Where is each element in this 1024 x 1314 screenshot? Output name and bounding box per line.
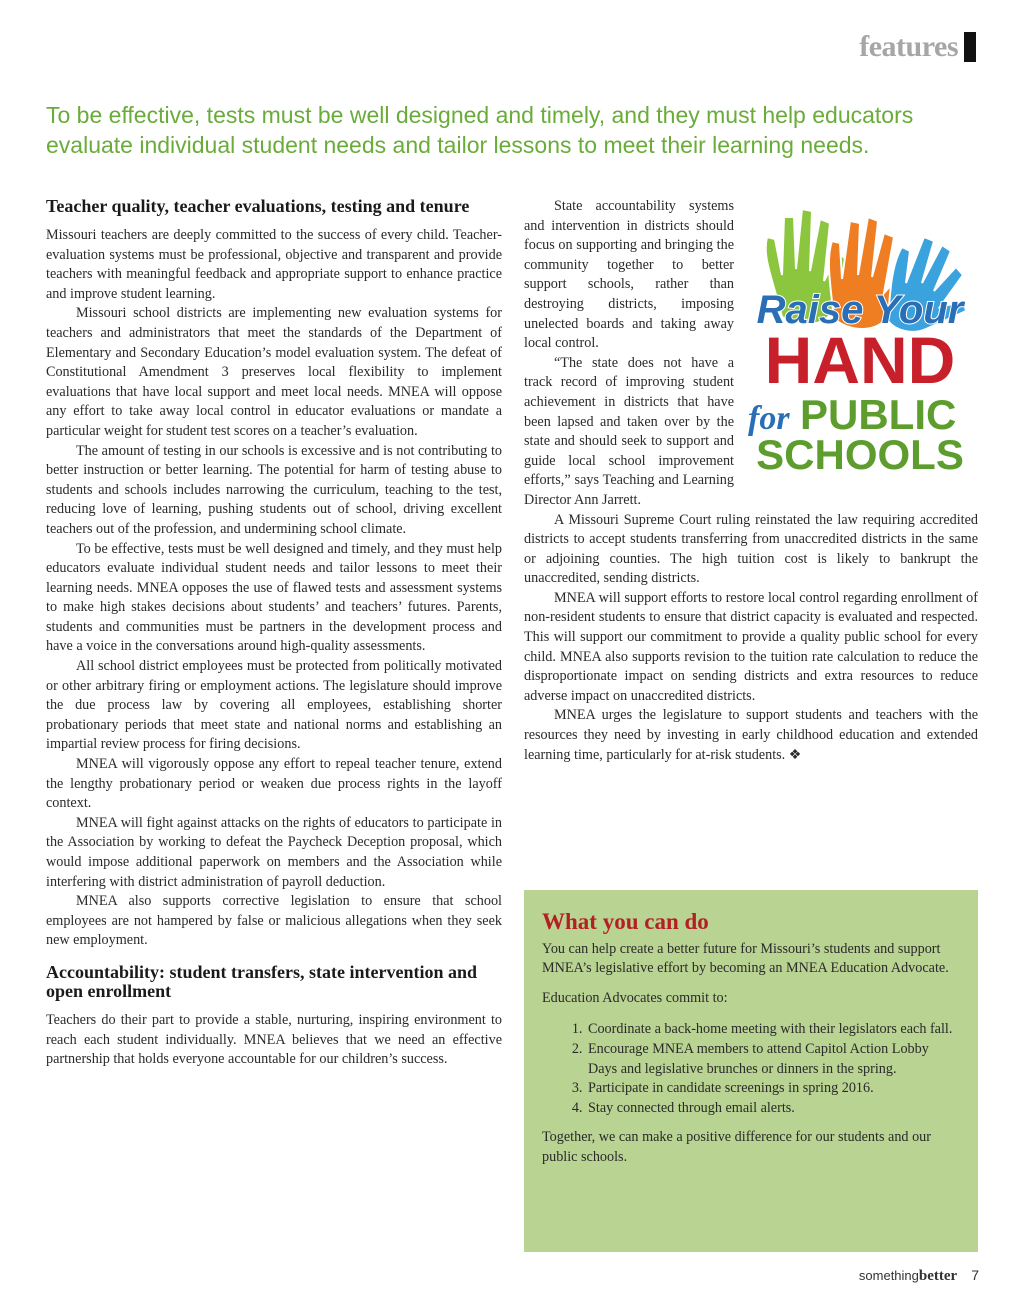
commitment-list <box>542 1020 956 1118</box>
logo-text-hand: HAND <box>764 323 956 397</box>
section-tag-bar <box>964 32 976 62</box>
paragraph: MNEA will vigorously oppose any effort to repeal teacher tenure, extend the lengthy probationary period or weaken due process rights in the layoff context. <box>46 756 502 812</box>
page-footer <box>859 1267 979 1285</box>
paragraph: Missouri teachers are deeply committed to the success of every child. Teacher-evaluation systems must be professional, objective and transparent and provide teachers with meaningful feedback and appropriate support to enhance practice and improve student learning. <box>46 227 502 302</box>
callout-title: What you can do <box>542 909 709 934</box>
paragraph: MNEA will fight against attacks on the rights of educators to participate in the Association by working to defeat the Paycheck Deception proposal, which would impose additional paperwork on members and the Association while interfering with district administration of payroll deduction. <box>46 814 502 890</box>
what-you-can-do-box <box>524 890 978 1252</box>
heading-accountability: Accountability: student transfers, state intervention and open enrollment <box>46 961 477 1001</box>
paragraph: To be effective, tests must be well designed and timely, and they must help educators evaluate individual student needs and tailor lessons to meet their learning needs. MNEA opposes the use of flawed tests and assessment systems to make high stakes decisions about students’ and teachers’ futures. Parents, students and communities must be partners in the development process and have a voice in the conversations around high-quality assessments. <box>46 540 502 655</box>
logo-text-schools: SCHOOLS <box>756 431 964 477</box>
callout-intro: You can help create a better future for Missouri’s students and support MNEA’s legislative effort by becoming an MNEA Education Advocate. <box>542 940 949 977</box>
right-column <box>524 197 978 765</box>
logo-text-public: PUBLIC <box>800 391 957 438</box>
paragraph: The amount of testing in our schools is excessive and is not contributing to better instruction or better learning. The potential for harm of testing abuse to students and schools includes narrowing the curriculum, teaching to the test, reducing love of learning, pushing students out of school, driving excellent teachers out of the profession, and undermining school climate. <box>46 442 502 537</box>
list-item: 2. Encourage MNEA members to attend Capitol Action Lobby Days and legislative brunches or dinners in the spring. <box>586 1040 956 1079</box>
list-item: 1. Coordinate a back-home meeting with their legislators each fall. <box>586 1020 956 1040</box>
callout-commit: Education Advocates commit to: <box>542 989 728 1006</box>
footer-brand-light: something <box>858 1268 919 1283</box>
page-number: 7 <box>971 1267 979 1283</box>
paragraph: State accountability systems and intervention in districts should focus on supporting and bringing the community together to better support schools, rather than destroying districts, imposing unelected boards and taking away local control. <box>524 198 734 352</box>
logo-text-for: for <box>748 400 790 437</box>
list-item: 4. Stay connected through email alerts. <box>586 1099 956 1119</box>
pull-quote: To be effective, tests must be well designed and timely, and they must help educators evaluate individual student needs and tailor lessons to meet their learning needs. <box>46 102 914 158</box>
paragraph: A Missouri Supreme Court ruling reinstated the law requiring accredited districts to accept students transferring from unaccredited districts in the same or adjoining counties. The high tuition cost is likely to bankrupt the unaccredited, sending districts. <box>524 511 978 587</box>
paragraph: MNEA also supports corrective legislation to ensure that school employees are not hampered by false or malicious allegations when they seek new employment. <box>46 893 502 949</box>
section-tag-label: features <box>859 30 958 63</box>
paragraph: “The state does not have a track record of improving student achievement in districts that have been lapsed and taken over by the state and should seek to support and guide local school improvement efforts,” says Teaching and Learning Director Ann Jarrett. <box>524 354 734 508</box>
paragraph: MNEA will support efforts to restore local control regarding enrollment of non-resident students to ensure that district capacity is evaluated and respected. This will support our commitment to provide a quality public school for every child. MNEA also supports revision to the tuition rate calculation to reduce the disproportionate impact on sending districts and extra resources to reduce adverse impact on unaccredited districts. <box>524 589 978 704</box>
raise-your-hand-logo <box>742 197 978 477</box>
callout-closing: Together, we can make a positive difference for our students and our public schools. <box>542 1129 931 1165</box>
left-column <box>46 197 502 1070</box>
paragraph: Missouri school districts are implementing new evaluation systems for teachers and administrators that meet the standards of the Department of Elementary and Secondary Education’s model evaluation system. The defeat of Constitutional Amendment 3 preserves local flexibility to implement evaluations that have local support and meet local needs. MNEA will oppose any effort to take away local control in educator evaluations or mandate a particular weight for student test scores on a teacher’s evaluation. <box>46 305 502 439</box>
logo-text-raise-your: Raise Your <box>756 288 964 332</box>
paragraph: Teachers do their part to provide a stable, nurturing, inspiring environment to reach each student individually. MNEA believes that we need an effective partnership that holds everyone accountable for our children’s success. <box>46 1011 502 1068</box>
footer-brand-bold: better <box>918 1268 958 1284</box>
paragraph: All school district employees must be protected from politically motivated or other arbitrary firing or employment actions. The legislature should improve the due process law by covering all employees, establishing shorter probationary periods that meet state and national norms and establishing an impartial review process for firing decisions. <box>46 658 502 753</box>
heading-teacher-quality: Teacher quality, teacher evaluations, testing and tenure <box>46 196 470 216</box>
list-item: 3. Participate in candidate screenings in spring 2016. <box>586 1079 956 1099</box>
paragraph: MNEA urges the legislature to support students and teachers with the resources they need by investing in early childhood education and extended learning time, particularly for at-risk students. ❖ <box>524 707 978 763</box>
section-tag <box>859 30 976 64</box>
